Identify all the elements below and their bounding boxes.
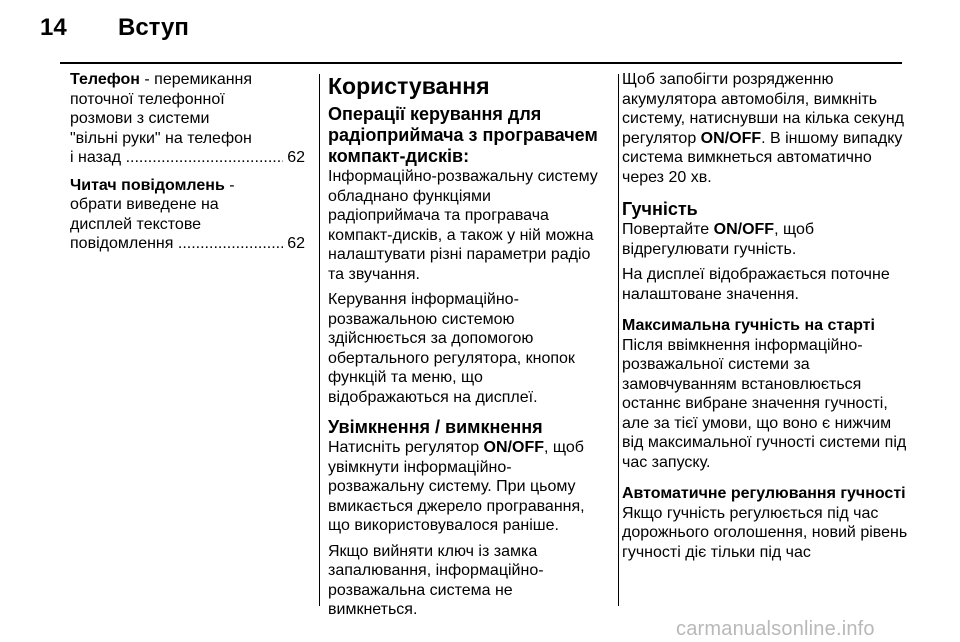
entry-term-suffix: -: [224, 176, 235, 194]
entry-line: дисплей текстове: [70, 215, 202, 233]
control-label-on-off: ON/OFF: [700, 129, 762, 147]
text-run: Натисніть регулятор: [328, 439, 484, 456]
entry-term-suffix: - перемикання: [139, 71, 253, 88]
entry-line: "вільні руки" на телефон: [70, 129, 252, 147]
text-run: Повертайте: [622, 221, 714, 238]
column-divider-left: [319, 74, 320, 606]
paragraph: Керування інформаційно-розважальною системою здійснюється за допомогою обертального регулятора, кнопок функцій та меню, що відображаються на дисплеї.: [328, 291, 575, 406]
watermark-text: carmanualsonline.info: [676, 618, 875, 640]
header-rule: [60, 62, 902, 64]
text-run: , щоб увімкнути інформаційно-розважальну систему. При цьому вмикається джерело програвання, що використовувалося раніше.: [328, 439, 585, 534]
entry-page-ref[interactable]: 62: [287, 235, 305, 252]
text-run: , щоб відрегулювати гучність.: [622, 221, 815, 258]
paragraph: На дисплеї відображається поточне налаштоване значення.: [622, 266, 890, 303]
entry-line: поточної телефонної: [70, 90, 225, 108]
subheading-volume: Гучність: [622, 199, 698, 219]
index-entry-phone: [70, 70, 305, 168]
control-label-on-off: ON/OFF: [713, 221, 775, 238]
paragraph-power-on: [328, 438, 604, 536]
dot-leader: [126, 148, 283, 168]
paragraph-volume: [622, 220, 908, 259]
paragraph: Якщо гучність регулюється під час дорожнього оголошення, новий рівень гучності діє тільки під час: [622, 504, 908, 561]
paragraph: Після ввімкнення інформаційно-розважальної системи за замовчуванням встановлюється останнє вибране значення гучності, але за тієї умови, що воно є нижчим від максимальної гучності системи під час запуску.: [622, 336, 907, 471]
subheading-power: Увімкнення / вимкнення: [328, 417, 543, 437]
entry-line: і назад: [70, 149, 122, 166]
entry-page-ref[interactable]: 62: [287, 149, 305, 166]
paragraph: Якщо вийняти ключ із замка запалювання, інформаційно-розважальна система не вимкнеться.: [328, 542, 544, 618]
subheading-max-volume: Максимальна гучність на старті: [622, 317, 875, 334]
text-run: . В іншому випадку система вимкнеться автоматично через 20 хв.: [622, 129, 903, 186]
column-divider-right: [618, 74, 619, 606]
dot-leader: [178, 234, 283, 254]
page-title: Вступ: [118, 14, 189, 41]
paragraph-auto-off: [622, 70, 908, 187]
page-number: 14: [40, 14, 67, 41]
control-label-on-off: ON/OFF: [483, 439, 544, 456]
text-run: Щоб запобігти розрядженню акумулятора автомобіля, вимкніть систему, натиснувши на кілька секунд регулятор: [622, 71, 905, 147]
entry-line: обрати виведене на: [70, 196, 219, 213]
section-heading-usage: Користування: [328, 73, 490, 99]
paragraph: Інформаційно-розважальну систему обладнано функціями радіоприймача та програвача компакт-дисків, а також у ній можна налаштувати різні параметри радіо та звучання.: [328, 168, 598, 283]
volume-column: [622, 70, 908, 562]
entry-term: Телефон: [70, 71, 140, 88]
subheading-controls: Операції керування для радіоприймача з програвачем компакт-дисків:: [328, 104, 598, 166]
entry-line: повідомлення: [70, 235, 174, 252]
index-column: [70, 70, 305, 262]
usage-column: [328, 70, 604, 620]
subheading-auto-volume: Автоматичне регулювання гучності: [622, 485, 906, 502]
entry-line: розмови з системи: [70, 110, 210, 127]
index-entry-message-reader: [70, 176, 305, 254]
entry-term: Читач повідомлень: [70, 176, 225, 194]
